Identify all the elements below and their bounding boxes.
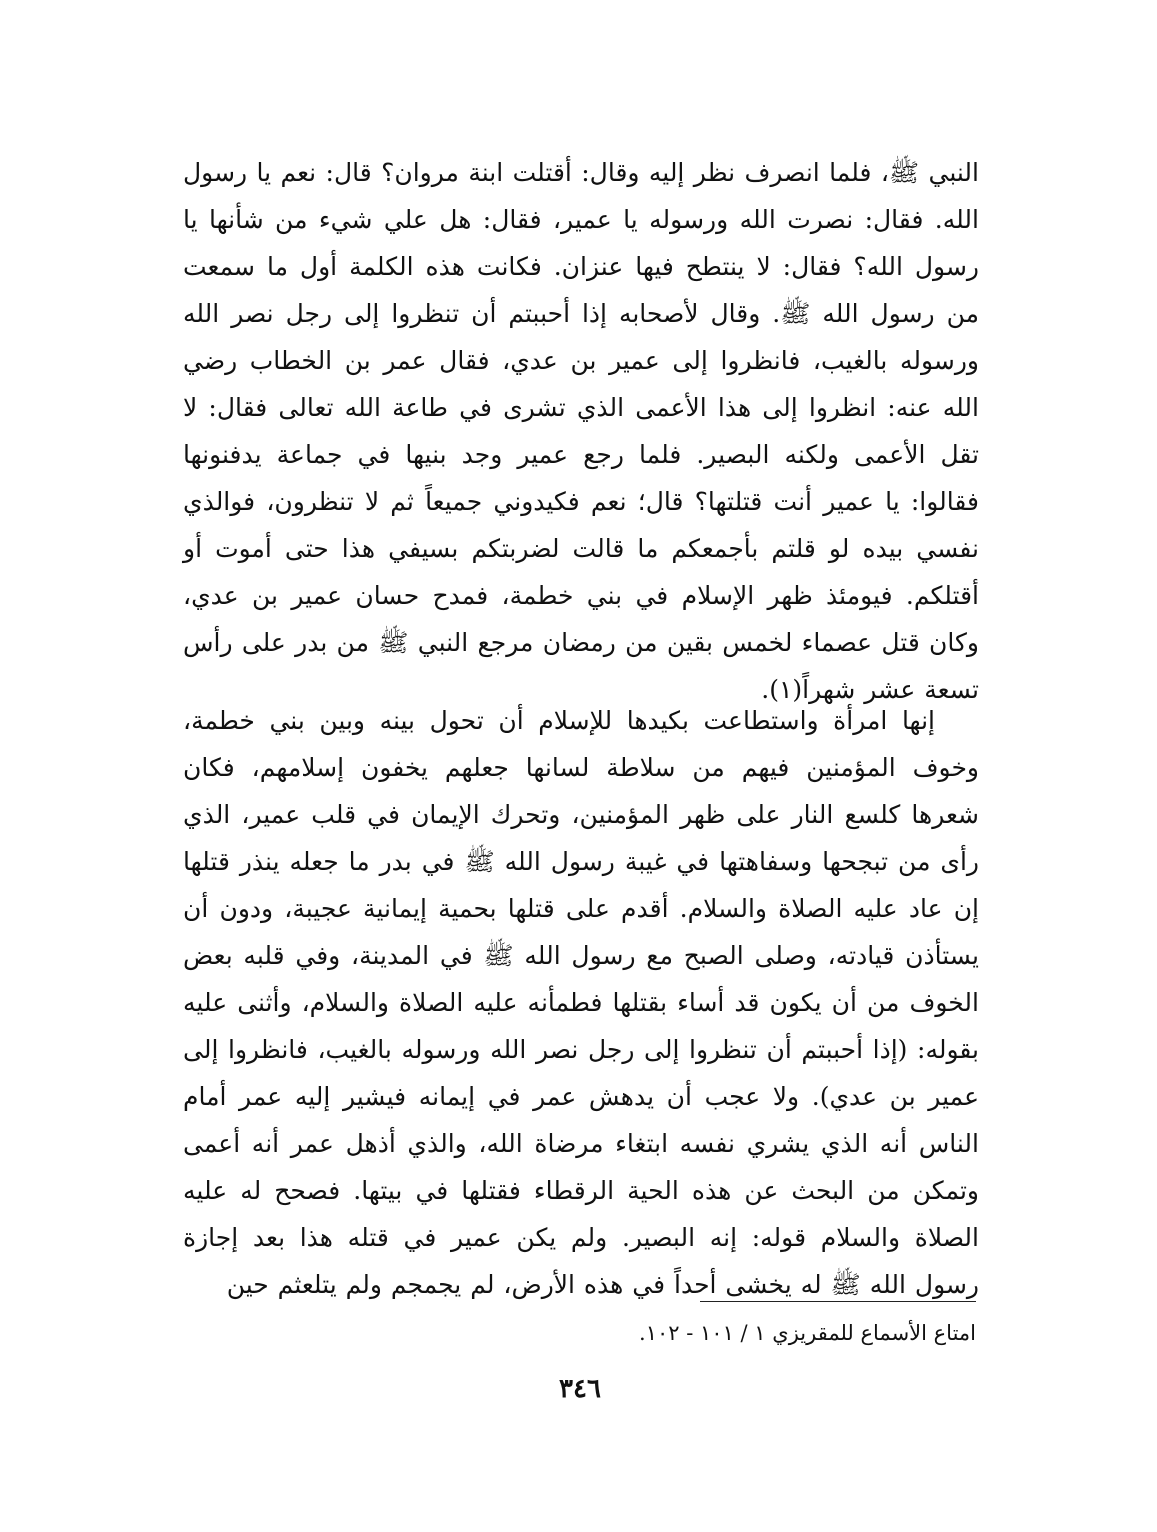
body-paragraph-2: إنها امرأة واستطاعت بكيدها للإسلام أن تحول بينه وبين بني خطمة، وخوف المؤمنين فيهم من سلاطة لسانها جعلهم يخفون إسلامهم، فكان شعرها كلسع النار على ظهر المؤمنين، وتحرك الإيمان في قلب عمير، الذي رأى من تبجحها وسفاهتها في غيبة رسول الله ﷺ في بدر ما جعله ينذر قتلها إن عاد عليه الصلاة والسلام. أقدم على قتلها بحمية إيمانية عجيبة، ودون أن يستأذن قيادته، وصلى الصبح مع رسول الله ﷺ في المدينة، وفي قلبه بعض الخوف من أن يكون قد أساء بقتلها فطمأنه عليه الصلاة والسلام، وأثنى عليه بقوله: (إذا أحببتم أن تنظروا إلى رجل نصر الله ورسوله بالغيب، فانظروا إلى عمير بن عدي). ولا عجب أن يدهش عمر في إيمانه فيشير إليه عمر أمام الناس أنه الذي يشري نفسه ابتغاء مرضاة الله، والذي أذهل عمر أنه أعمى وتمكن من البحث عن هذه الحية الرقطاء فقتلها في بيتها. فصحح له عليه الصلاة والسلام قوله: إنه البصير. ولم يكن عمير في قتله هذا بعد إجازة رسول الله ﷺ له يخشى أحداً في هذه الأرض، لم يجمجم ولم يتلعثم حين	[183, 706, 979, 1299]
footnote: امتاع الأسماع للمقريزي ١ / ١٠١ - ١٠٢.	[639, 1321, 976, 1345]
page-number: ٣٤٦	[559, 1374, 601, 1404]
body-paragraph-1: النبي ﷺ، فلما انصرف نظر إليه وقال: أقتلت ابنة مروان؟ قال: نعم يا رسول الله. فقال: نصرت الله ورسوله يا عمير، فقال: هل علي شيء من شأنها يا رسول الله؟ فقال: لا ينتطح فيها عنزان. فكانت هذه الكلمة أول ما سمعت من رسول الله ﷺ. وقال لأصحابه إذا أحببتم أن تنظروا إلى رجل نصر الله ورسوله بالغيب، فانظروا إلى عمير بن عدي، فقال عمر بن الخطاب رضي الله عنه: انظروا إلى هذا الأعمى الذي تشرى في طاعة الله تعالى فقال: لا تقل الأعمى ولكنه البصير. فلما رجع عمير وجد بنيها في جماعة يدفنونها فقالوا: يا عمير أنت قتلتها؟ قال؛ نعم فكيدوني جميعاً ثم لا تنظرون، فوالذي نفسي بيده لو قلتم بأجمعكم ما قالت لضربتكم بسيفي هذا حتى أموت أو أقتلكم. فيومئذ ظهر الإسلام في بني خطمة، فمدح حسان عمير بن عدي، وكان قتل عصماء لخمس بقين من رمضان مرجع النبي ﷺ من بدر على رأس تسعة عشر شهراً(١).	[183, 158, 979, 704]
footnote-divider	[700, 1301, 976, 1302]
